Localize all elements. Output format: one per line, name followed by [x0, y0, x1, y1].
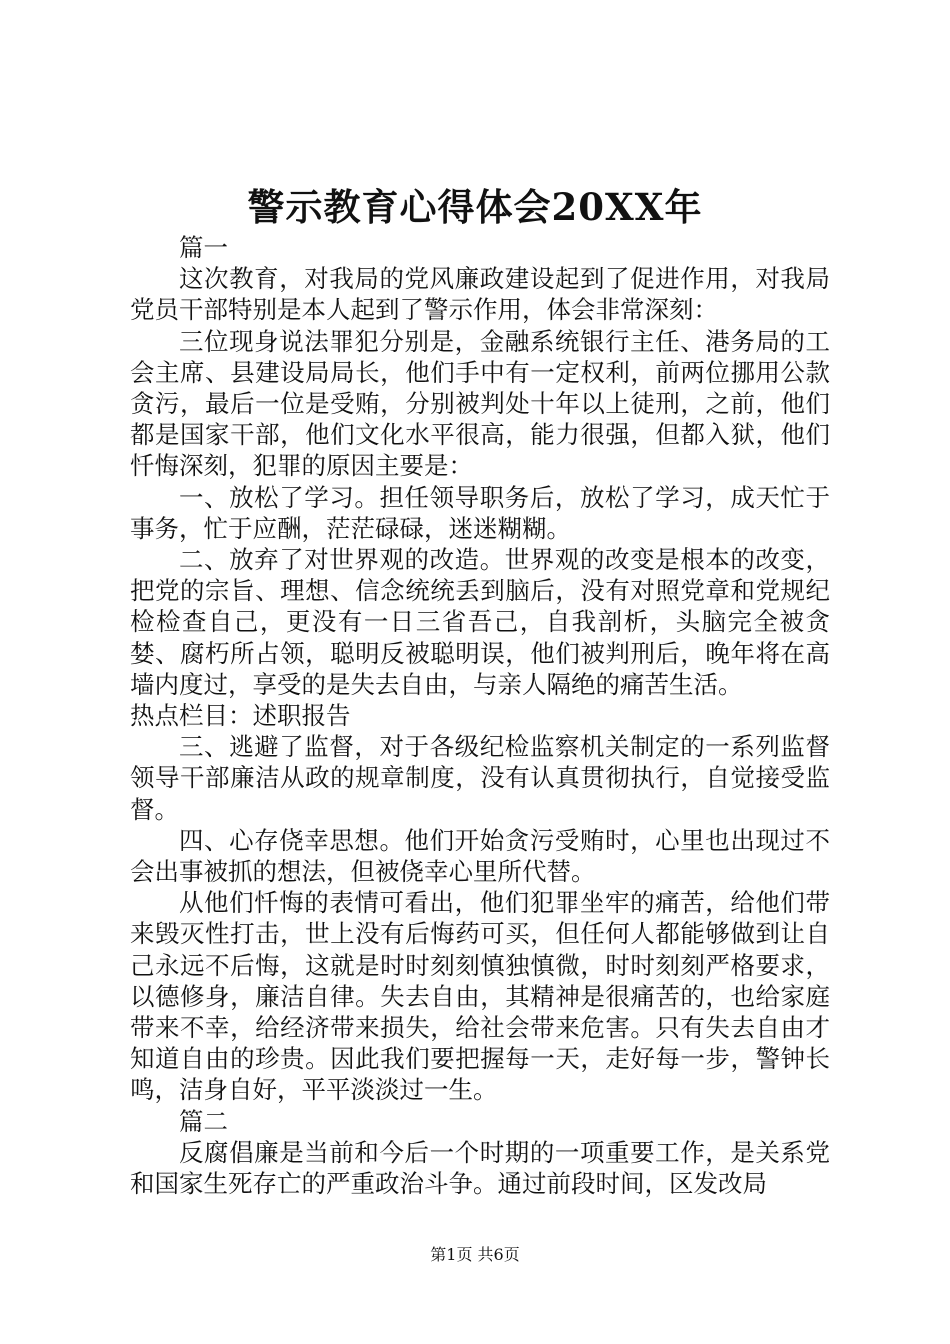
paragraph-section-2-body: 反腐倡廉是当前和今后一个时期的一项重要工作，是关系党和国家生死存亡的严重政治斗争。通过前段时间，区发改局: [130, 1137, 830, 1199]
paragraph-reason-4: 四、心存侥幸思想。他们开始贪污受贿时，心里也出现过不会出事被抓的想法，但被侥幸心里所代替。: [130, 825, 830, 887]
paragraph-reflection: 从他们忏悔的表情可看出，他们犯罪坐牢的痛苦，给他们带来毁灭性打击，世上没有后悔药可买，但任何人都能够做到让自己永远不后悔，这就是时时刻刻慎独慎微，时时刻刻严格要求，以德修身，廉洁自律。失去自由，其精神是很痛苦的，也给家庭带来不幸，给经济带来损失，给社会带来危害。只有失去自由才知道自由的珍贵。因此我们要把握每一天，走好每一步，警钟长鸣，洁身自好，平平淡淡过一生。: [130, 888, 830, 1105]
hot-column-link[interactable]: 热点栏目：述职报告: [130, 701, 351, 731]
paragraph-intro: 这次教育，对我局的党风廉政建设起到了促进作用，对我局党员干部特别是本人起到了警示作用，体会非常深刻：: [130, 264, 830, 325]
document-body: [130, 232, 830, 1199]
document-title: 警示教育心得体会20XX年: [247, 185, 703, 229]
paragraph-criminals: 三位现身说法罪犯分别是，金融系统银行主任、港务局的工会主席、县建设局局长，他们手中有一定权利，前两位挪用公款贪污，最后一位是受贿，分别被判处十年以上徒刑，之前，他们都是国家干部，他们文化水平很高，能力很强，但都入狱，他们忏悔深刻，犯罪的原因主要是：: [130, 326, 830, 481]
paragraph-reason-3: 三、逃避了监督，对于各级纪检监察机关制定的一系列监督领导干部廉洁从政的规章制度，没有认真贯彻执行，自觉接受监督。: [130, 732, 830, 824]
paragraph-section-2-heading: 篇二: [179, 1106, 228, 1136]
paragraph-reason-1: 一、放松了学习。担任领导职务后，放松了学习，成天忙于事务，忙于应酬，茫茫碌碌，迷迷糊糊。: [130, 482, 830, 543]
paragraph-section-1-heading: 篇一: [179, 233, 228, 262]
page-number: 第1页 共6页: [430, 1245, 520, 1264]
paragraph-reason-2: 二、放弃了对世界观的改造。世界观的改变是根本的改变，把党的宗旨、理想、信念统统丢到脑后，没有对照党章和党规纪检检查自己，更没有一日三省吾己，自我剖析，头脑完全被贪婪、腐朽所占领，聪明反被聪明误，他们被判刑后，晚年将在高墙内度过，享受的是失去自由，与亲人隔绝的痛苦生活。: [130, 545, 830, 699]
